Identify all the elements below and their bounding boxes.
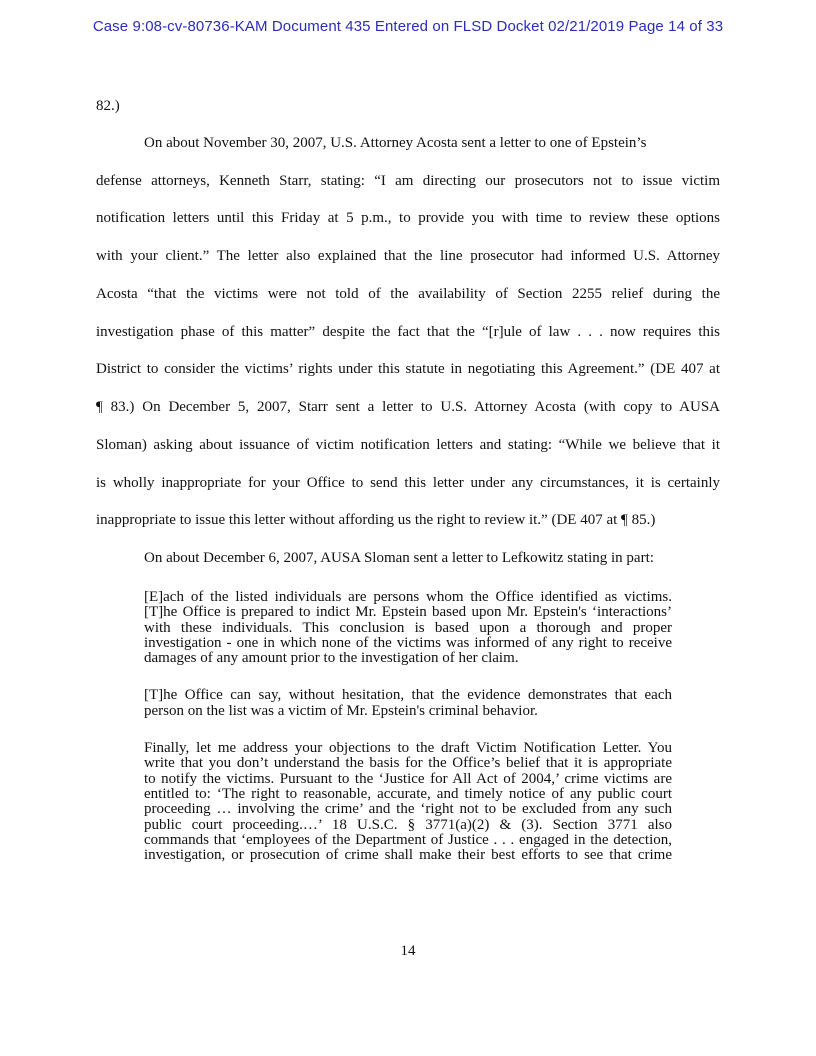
quote-paragraph	[144, 741, 672, 863]
body-line: defense attorneys, Kenneth Starr, stating: “I am directing our prosecutors not to issue victim	[96, 173, 720, 189]
body-line: notification letters until this Friday at 5 p.m., to provide you with time to review these options	[96, 210, 720, 226]
body-line: District to consider the victims’ rights under this statute in negotiating this Agreement.” (DE 407 at	[96, 361, 720, 377]
quote-line: [T]he Office is prepared to indict Mr. Epstein based upon Mr. Epstein's ‘interactions’	[144, 604, 672, 621]
body-line: On about December 6, 2007, AUSA Sloman sent a letter to Lefkowitz stating in part:	[144, 550, 654, 566]
quote-paragraph	[144, 590, 672, 666]
body-line: investigation phase of this matter” despite the fact that the “[r]ule of law . . . now requires this	[96, 324, 720, 340]
quote-line: write that you don’t understand the basis for the Office’s belief that it is appropriate	[144, 755, 672, 772]
quote-line: with these individuals. This conclusion is based upon a thorough and proper	[144, 619, 672, 636]
body-text	[96, 99, 720, 539]
quote-line: [E]ach of the listed individuals are persons whom the Office identified as victims.	[144, 589, 672, 605]
body-line: Acosta “that the victims were not told of the availability of Section 2255 relief during the	[96, 286, 720, 302]
body-line: Sloman) asking about issuance of victim notification letters and stating: “While we believe that it	[96, 437, 720, 453]
body-line: 82.)	[96, 98, 120, 114]
quote-line: person on the list was a victim of Mr. Epstein's criminal behavior.	[144, 702, 538, 719]
quote-line: investigation - one in which none of the victims was informed of any right to receive	[144, 634, 672, 651]
page-number: 14	[400, 943, 416, 959]
body-line: is wholly inappropriate for your Office to send this letter under any circumstances, it is certainly	[96, 475, 720, 491]
quote-line: proceeding … involving the crime’ and the ‘right not to be excluded from any such	[144, 801, 672, 818]
quote-line: commands that ‘employees of the Department of Justice . . . engaged in the detection,	[144, 831, 672, 848]
quote-line: entitled to: ‘The right to reasonable, accurate, and timely notice of any public court	[144, 785, 672, 802]
quote-line: damages of any amount prior to the investigation of her claim.	[144, 650, 519, 667]
body-line: with your client.” The letter also explained that the line prosecutor had informed U.S. Attorney	[96, 248, 720, 264]
quote-line: public court proceeding.…’ 18 U.S.C. § 3771(a)(2) & (3). Section 3771 also	[144, 816, 672, 833]
body-line: On about November 30, 2007, U.S. Attorney Acosta sent a letter to one of Epstein’s	[144, 135, 647, 151]
case-header-stamp: Case 9:08-cv-80736-KAM Document 435 Entered on FLSD Docket 02/21/2019 Page 14 of 33	[92, 18, 724, 35]
quote-line: to notify the victims. Pursuant to the ‘Justice for All Act of 2004,’ crime victims are	[144, 770, 672, 787]
quote-line: [T]he Office can say, without hesitation, that the evidence demonstrates that each	[144, 687, 672, 704]
body-line: inappropriate to issue this letter without affording us the right to review it.” (DE 407 at ¶ 85.)	[96, 512, 656, 528]
quote-paragraph	[144, 688, 672, 719]
block-quote	[144, 590, 672, 863]
quote-line: Finally, let me address your objections to the draft Victim Notification Letter. You	[144, 740, 672, 757]
body-line: ¶ 83.) On December 5, 2007, Starr sent a letter to U.S. Attorney Acosta (with copy to AUSA	[96, 399, 720, 415]
quote-line: investigation, or prosecution of crime shall make their best efforts to see that crime	[144, 847, 672, 864]
